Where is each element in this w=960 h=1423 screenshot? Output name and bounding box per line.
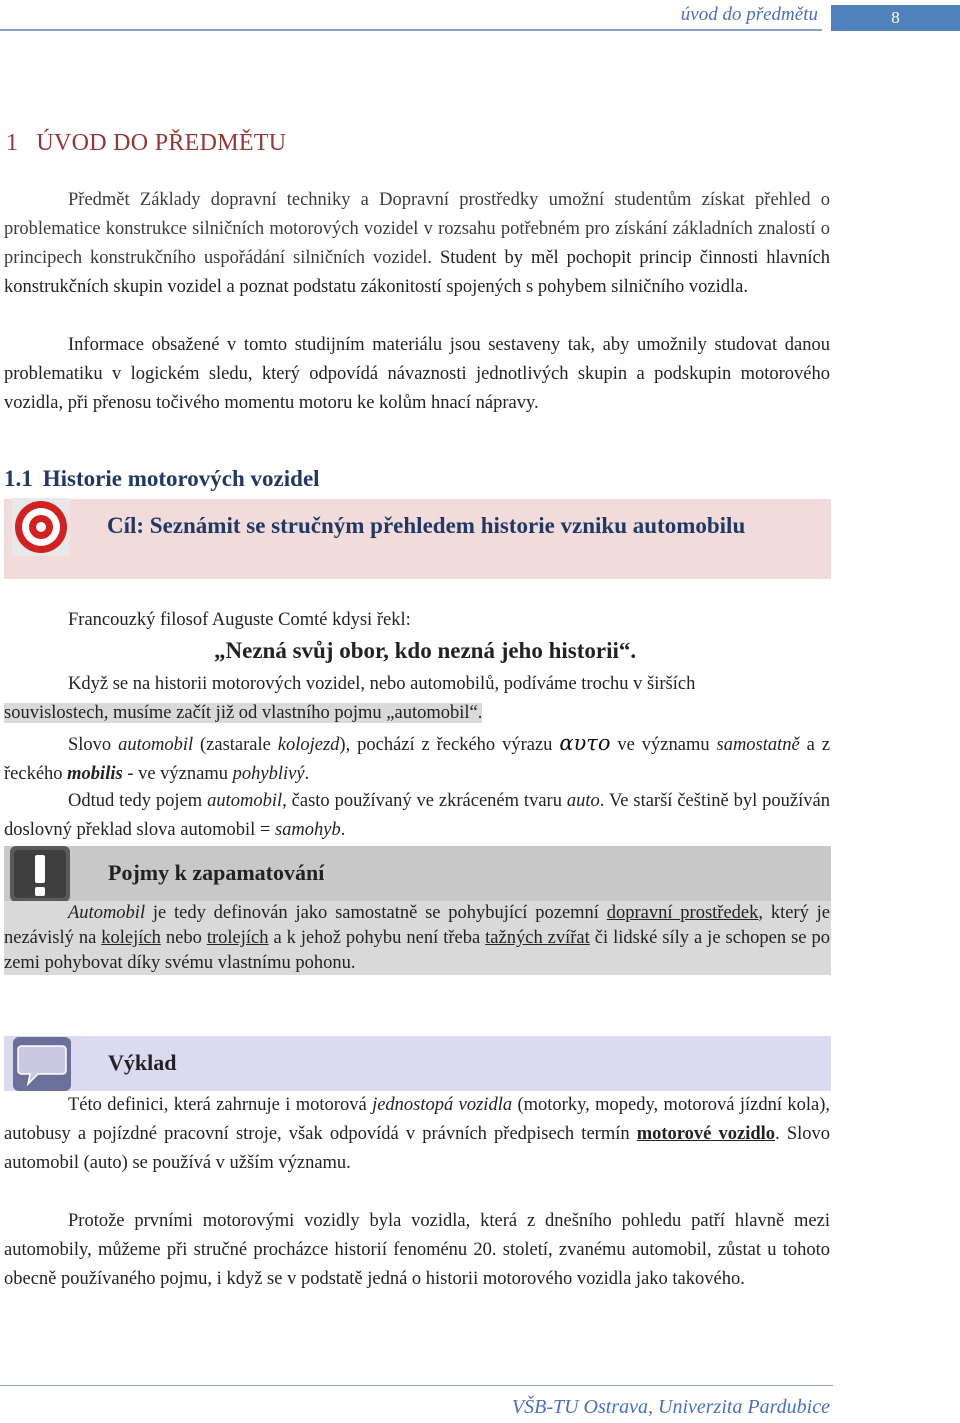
target-icon bbox=[12, 498, 70, 556]
link-dopravni-prostredek[interactable]: dopravní prostředek bbox=[606, 903, 759, 923]
explanation-paragraph-1: Této definici, která zahrnuje i motorová jednostopá vozidla (motorky, mopedy, motorová jízdní kola), autobusy a pojízdné pracovní stroje, však odpovídá v právních předpisech termín motorové vozidlo. Slovo automobil (auto) se používá v užším významu. bbox=[4, 1095, 831, 1173]
section-number: 1.1 bbox=[4, 466, 33, 491]
chapter-title: ÚVOD DO PŘEDMĚTU bbox=[36, 130, 287, 156]
explanation-title: Výklad bbox=[108, 1050, 177, 1075]
chapter-heading bbox=[6, 130, 286, 157]
intro-paragraph-2: Informace obsažené v tomto studijním materiálu jsou sestaveny tak, aby umožnily studovat danou problematiku v logickém sledu, který odpovídá návaznosti jednotlivých skupin a podskupin motorového vozidla, při přenosu točivého momentu motoru ke kolům hnací nápravy. bbox=[4, 335, 830, 413]
section-heading bbox=[4, 466, 320, 492]
quote: „Nezná svůj obor, kdo nezná jeho historii“. bbox=[214, 638, 637, 663]
speech-bubble-icon bbox=[12, 1036, 72, 1092]
footer-rule bbox=[0, 1385, 833, 1386]
section-title: Historie motorových vozidel bbox=[42, 466, 320, 491]
history-paragraph-2: Slovo automobil (zastarale kolojezd), pochází z řeckého výrazu αυτο ve významu samostatně a z řeckého mobilis - ve významu pohyblivý. bbox=[4, 731, 830, 784]
page-number: 8 bbox=[831, 5, 960, 31]
chapter-number: 1 bbox=[6, 130, 19, 156]
history-paragraph-3: Odtud tedy pojem automobil, často používaný ve zkráceném tvaru auto. Ve starší češtině byl používán doslovný překlad slova automobil = samohyb. bbox=[4, 791, 830, 840]
history-paragraph-1: Když se na historii motorových vozidel, nebo automobilů, podíváme trochu v širších souvislostech, musíme začít již od vlastního pojmu „automobil“. bbox=[4, 674, 696, 723]
exclamation-icon bbox=[9, 845, 71, 903]
goal-text: Cíl: Seznámit se stručným přehledem historie vzniku automobilu bbox=[107, 513, 746, 538]
greek-word: αυτο bbox=[559, 731, 611, 755]
explanation-paragraph-2: Protože prvními motorovými vozidly byla vozidla, která z dnešního pohledu patří hlavně mezi automobily, můžeme při stručné procházce historií fenoménu 20. století, zvanému automobil, zůstat u tohoto obecně používaného pojmu, i když se v podstatě jedná o historii motorového vozidla jako takového. bbox=[4, 1211, 830, 1289]
intro-paragraph-1: Předmět Základy dopravní techniky a Dopravní prostředky umožní studentům získat přehled o problematice konstrukce silničních motorových vozidel v rozsahu potřebném pro získání základních znalostí o principech konstrukčního uspořádání silničních vozidel. Student by měl pochopit princip činnosti hlavních konstrukčních skupin vozidel a poznat podstatu zákonitostí spojených s pohybem silničního vozidla. bbox=[4, 190, 830, 297]
footer-text: VŠB-TU Ostrava, Univerzita Pardubice bbox=[511, 1396, 830, 1418]
header-rule bbox=[0, 29, 822, 31]
link-kolejich[interactable]: kolejích bbox=[101, 928, 161, 948]
concepts-title: Pojmy k zapamatování bbox=[108, 860, 325, 885]
link-trolejich[interactable]: trolejích bbox=[206, 928, 269, 948]
definition-text: Automobil je tedy definován jako samostatně se pohybující pozemní dopravní prostředek, který je nezávislý na kolejích nebo trolejích a k jehož pohybu není třeba tažných zvířat či lidské síly a je schopen se po zemi pohybovat díky svému vlastnímu pohonu. bbox=[4, 903, 830, 973]
quote-intro: Francouzký filosof Auguste Comté kdysi řekl: bbox=[68, 610, 411, 630]
goal-box bbox=[4, 499, 831, 579]
link-tazna-zvirata[interactable]: tažných zvířat bbox=[485, 928, 590, 948]
running-header-title: úvod do předmětu bbox=[680, 4, 818, 25]
